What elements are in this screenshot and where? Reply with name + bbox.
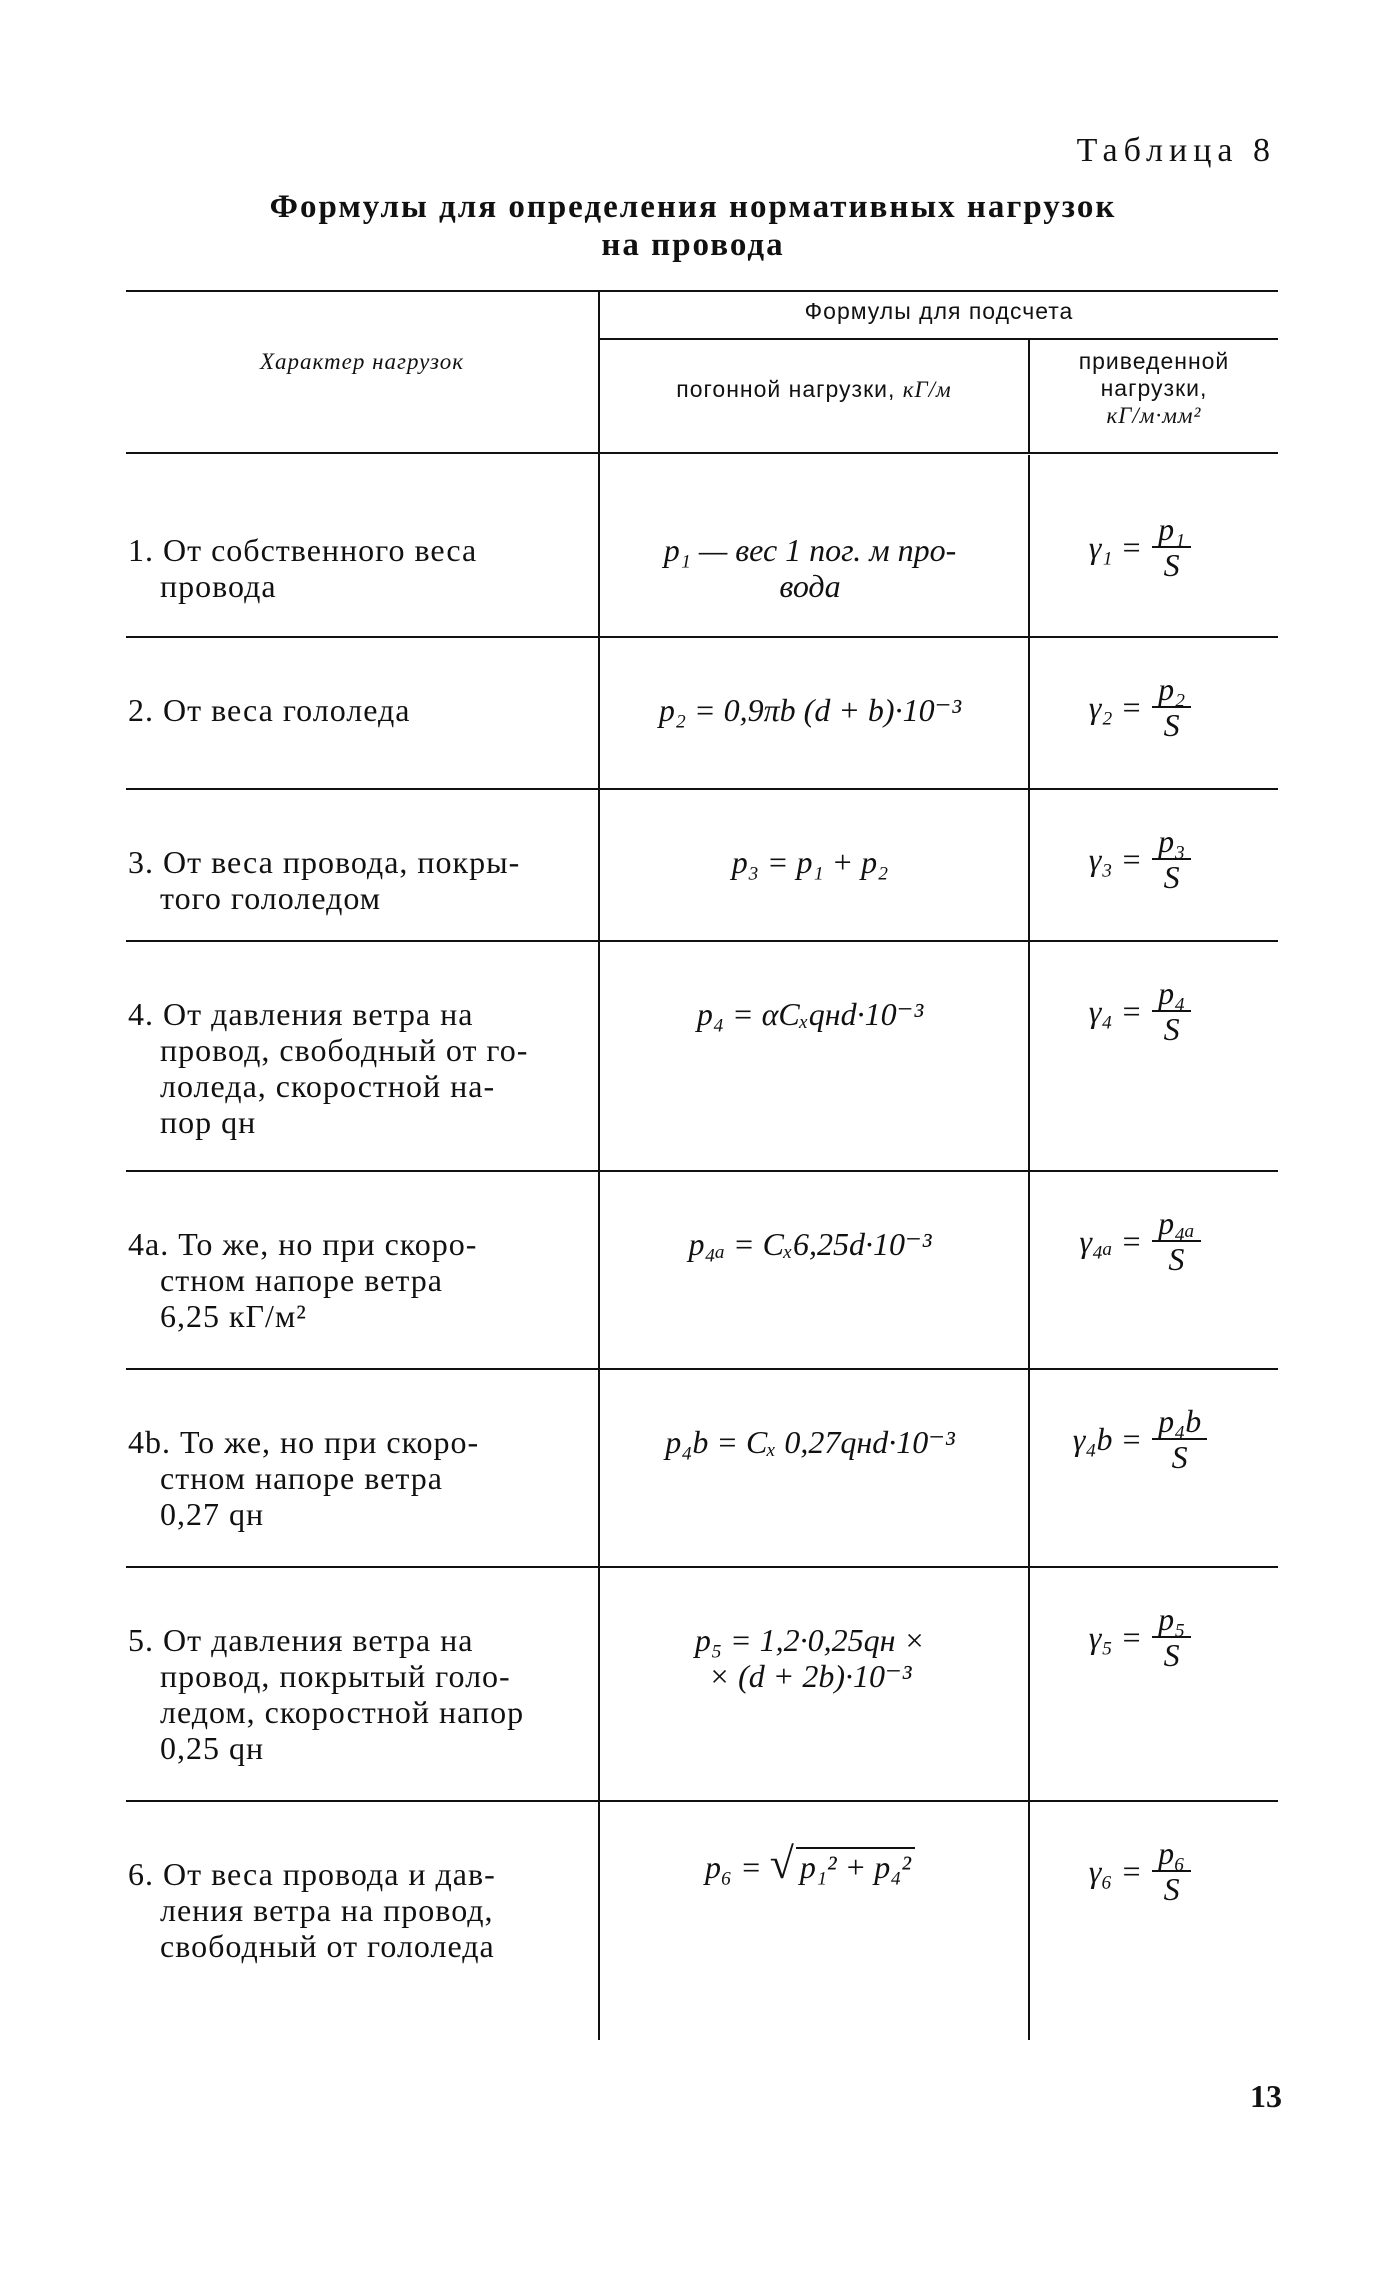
row-1-formula: p₁ — вес 1 пог. м про- вода: [663, 532, 957, 604]
row-4-description: 4. От давления ветра на провод, свободный от го- лоледа, скоростной на- пор qн: [128, 996, 529, 1140]
row-4b-formula: p₄b = Cₓ 0,27qнd·10⁻³: [665, 1424, 955, 1460]
row-rule-3: [126, 940, 1278, 942]
row-4a-formula: p₄ₐ = Cₓ6,25d·10⁻³: [688, 1226, 932, 1262]
row-4b-description: 4b. То же, но при скоро- стном напоре ветра 0,27 qн: [128, 1424, 480, 1532]
row-4a-gamma: γ₄ₐ = $\frac{\text{p₄ₐ}}{S}$: [1040, 1206, 1240, 1276]
row-5-description: 5. От давления ветра на провод, покрытый голо- ледом, скоростной напор 0,25 qн: [128, 1622, 525, 1766]
row-1-gamma: γ₁ = $\frac{\text{p₁}}{S}$: [1040, 512, 1240, 582]
header-reduced-load-line-2: нагрузки,: [1100, 375, 1208, 401]
header-reduced-load-line-1: приведенной: [1078, 348, 1230, 374]
row-1-fraction: $\frac{\text{p₁}}{S}$: [1152, 512, 1191, 582]
header-reduced-load: [1030, 348, 1278, 429]
row-rule-1: [126, 636, 1278, 638]
header-linear-load: [600, 376, 1028, 403]
row-1-description: 1. От собственного веса провода: [128, 532, 478, 604]
radicand: p₁² + p₄²: [796, 1847, 915, 1885]
row-5-formula: p₅ = 1,2·0,25qн × × (d + 2b)·10⁻³: [694, 1622, 926, 1694]
row-4a-description: 4a. То же, но при скоро- стном напоре ветра 6,25 кГ/м²: [128, 1226, 478, 1334]
row-3-description: 3. От веса провода, покры- того гололедом: [128, 844, 521, 916]
row-rule-4: [126, 1170, 1278, 1172]
column-divider-2-body: [1028, 455, 1030, 2040]
row-rule-2: [126, 788, 1278, 790]
page-number: 13: [1250, 2078, 1282, 2114]
header-load-type-text: Характер нагрузок: [260, 349, 464, 374]
table-top-rule: [126, 290, 1278, 292]
title-line-2: на провода: [601, 227, 785, 263]
square-root-icon: √: [769, 1839, 794, 1888]
header-bottom-rule: [126, 452, 1278, 454]
row-2-fraction: $\frac{\text{p₂}}{S}$: [1152, 672, 1191, 742]
column-divider-1: [598, 290, 600, 2040]
row-3-gamma: γ₃ = $\frac{\text{p₃}}{S}$: [1040, 824, 1240, 894]
header-load-type: [126, 348, 598, 375]
header-reduced-load-unit: кГ/м·мм²: [1106, 403, 1202, 428]
row-4-fraction: $\frac{\text{p₄}}{S}$: [1152, 976, 1191, 1046]
header-linear-load-text: погонной нагрузки,: [676, 376, 896, 402]
row-6-formula: p₆ = √ p₁² + p₄²: [610, 1846, 1010, 1885]
row-2-formula: p₂ = 0,9πb (d + b)·10⁻³: [658, 692, 962, 728]
table-title: [0, 188, 1386, 264]
row-4-formula: p₄ = αCₓqнd·10⁻³: [696, 996, 924, 1032]
row-rule-6: [126, 1566, 1278, 1568]
table-label: Таблица 8: [1076, 132, 1276, 169]
title-line-1: Формулы для определения нормативных нагрузок: [269, 189, 1117, 225]
row-4b-fraction: $\frac{\text{p₄b}}{S}$: [1152, 1404, 1207, 1474]
row-3-formula: p₃ = p₁ + p₂: [731, 844, 889, 880]
row-rule-7: [126, 1800, 1278, 1802]
row-rule-5: [126, 1368, 1278, 1370]
row-4b-gamma: γ₄b = $\frac{\text{p₄b}}{S}$: [1040, 1404, 1240, 1474]
row-3-fraction: $\frac{\text{p₃}}{S}$: [1152, 824, 1191, 894]
row-2-gamma: γ₂ = $\frac{\text{p₂}}{S}$: [1040, 672, 1240, 742]
row-6-gamma: γ₆ = $\frac{\text{p₆}}{S}$: [1040, 1836, 1240, 1906]
row-6-description: 6. От веса провода и дав- ления ветра на провод, свободный от гололеда: [128, 1856, 496, 1964]
row-5-gamma: γ₅ = $\frac{\text{p₅}}{S}$: [1040, 1602, 1240, 1672]
row-6-fraction: $\frac{\text{p₆}}{S}$: [1152, 1836, 1191, 1906]
header-linear-load-unit: кГ/м: [902, 377, 952, 402]
row-5-fraction: $\frac{\text{p₅}}{S}$: [1152, 1602, 1191, 1672]
header-group-rule: [600, 338, 1278, 340]
header-formulas-group: Формулы для подсчета: [804, 298, 1074, 324]
row-2-description: 2. От веса гололеда: [128, 692, 411, 728]
row-4-gamma: γ₄ = $\frac{\text{p₄}}{S}$: [1040, 976, 1240, 1046]
row-4a-fraction: $\frac{\text{p₄ₐ}}{S}$: [1152, 1206, 1200, 1276]
